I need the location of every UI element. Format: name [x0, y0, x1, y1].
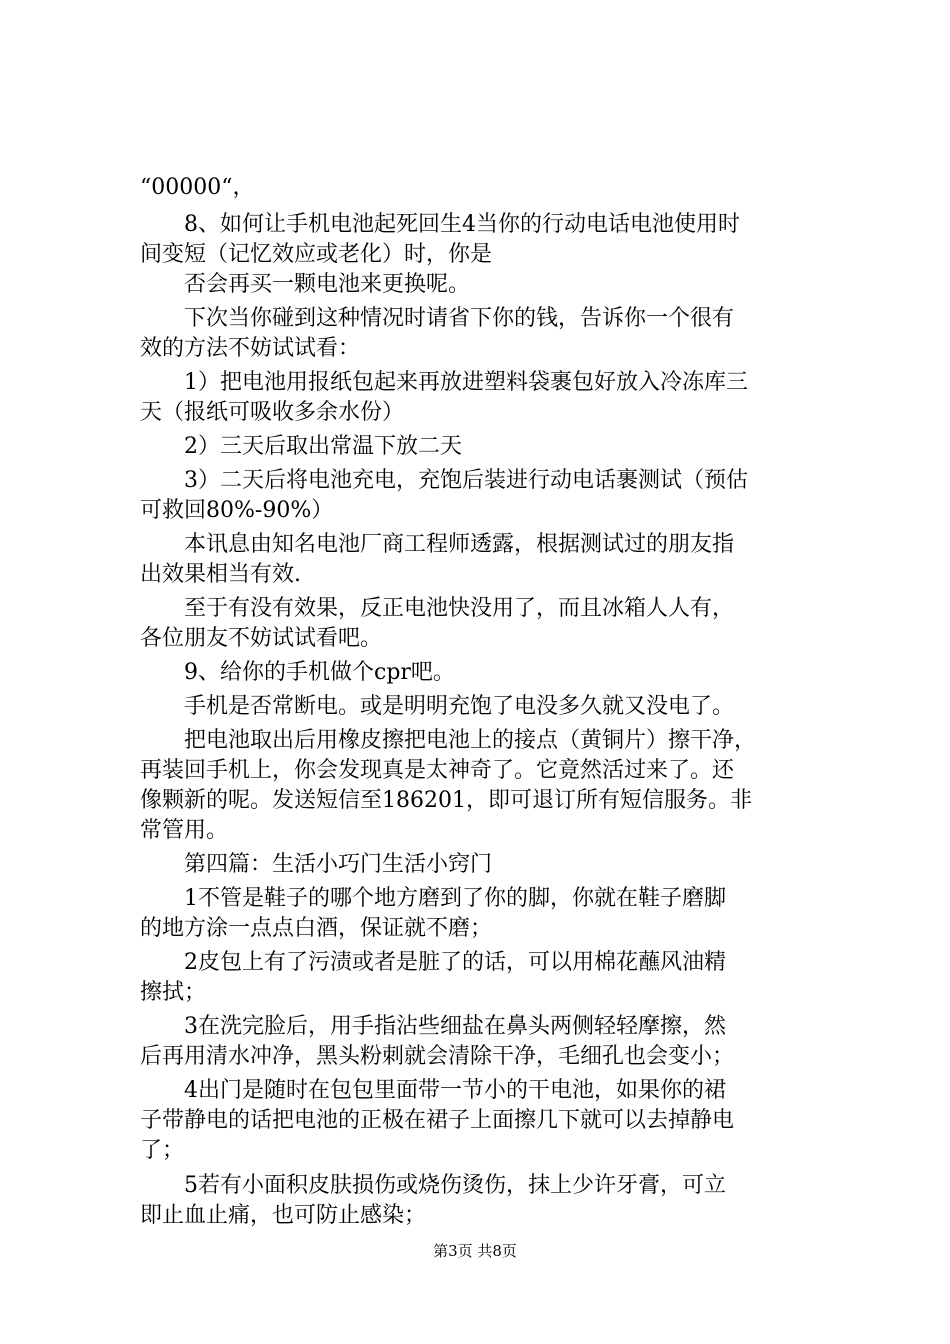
text-line: 2）三天后取出常温下放二天 [184, 434, 462, 459]
text-line: “00000“， [140, 175, 255, 200]
text-line: 像颗新的呢。发送短信至186201，即可退订所有短信服务。非 [140, 788, 752, 813]
text-line: 至于有没有效果，反正电池快没用了，而且冰箱人人有， [184, 596, 735, 621]
text-line: 3在洗完脸后，用手指沾些细盐在鼻头两侧轻轻摩擦，然 [184, 1014, 726, 1039]
text-line: 间变短（记忆效应或老化）时，你是 [140, 242, 493, 267]
text-line: 第四篇：生活小巧门生活小窍门 [184, 852, 493, 877]
text-line: 9、给你的手机做个cpr吧。 [184, 660, 455, 685]
text-line: 下次当你碰到这种情况时请省下你的钱，告诉你一个很有 [184, 306, 735, 331]
text-line: 各位朋友不妨试试看吧。 [140, 626, 383, 651]
page-footer: 第3页 共8页 [433, 1242, 517, 1260]
text-line: 效的方法不妨试试看： [140, 336, 361, 361]
text-line: 1不管是鞋子的哪个地方磨到了你的脚，你就在鞋子磨脚 [184, 886, 726, 911]
text-line: 后再用清水冲净，黑头粉刺就会清除干净，毛细孔也会变小； [140, 1044, 735, 1069]
text-line: 可救回80%-90%） [140, 498, 334, 523]
text-line: 8、如何让手机电池起死回生4当你的行动电话电池使用时 [184, 212, 740, 237]
text-line: 再装回手机上，你会发现真是太神奇了。它竟然活过来了。还 [140, 758, 735, 783]
text-line: 常管用。 [140, 818, 229, 843]
text-line: 1）把电池用报纸包起来再放进塑料袋裹包好放入冷冻库三 [184, 370, 748, 395]
text-line: 4出门是随时在包包里面带一节小的干电池，如果你的裙 [184, 1078, 726, 1103]
text-line: 的地方涂一点点白酒，保证就不磨； [140, 916, 493, 941]
text-line: 出效果相当有效. [140, 562, 301, 587]
text-line: 3）二天后将电池充电，充饱后装进行动电话裹测试（预估 [184, 468, 748, 493]
text-line: 即止血止痛，也可防止感染； [140, 1203, 427, 1228]
text-line: 天（报纸可吸收多余水份） [140, 400, 405, 425]
text-line: 2皮包上有了污渍或者是脏了的话，可以用棉花蘸风油精 [184, 950, 726, 975]
text-line: 5若有小面积皮肤损伤或烧伤烫伤，抹上少许牙膏，可立 [184, 1173, 726, 1198]
text-line: 本讯息由知名电池厂商工程师透露，根据测试过的朋友指 [184, 532, 735, 557]
text-line: 手机是否常断电。或是明明充饱了电没多久就又没电了。 [184, 694, 735, 719]
text-line: 把电池取出后用橡皮擦把电池上的接点（黄铜片）擦干净， [184, 728, 757, 753]
text-line: 否会再买一颗电池来更换呢。 [184, 272, 471, 297]
text-line: 子带静电的话把电池的正极在裙子上面擦几下就可以去掉静电 [140, 1108, 735, 1133]
text-line: 了； [140, 1138, 185, 1163]
text-line: 擦拭； [140, 980, 207, 1005]
